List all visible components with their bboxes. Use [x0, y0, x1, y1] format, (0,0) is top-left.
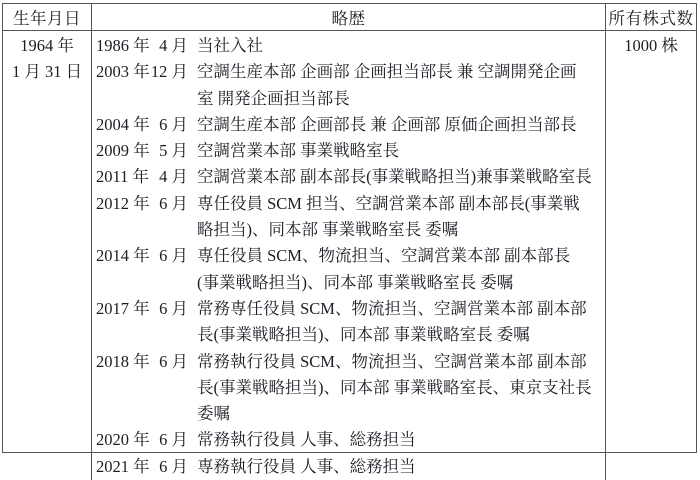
career-entry-date: [96, 138, 188, 164]
career-entry: [96, 164, 605, 190]
career-entry-month: 6 月: [159, 351, 188, 371]
career-entry-year: 2009 年: [96, 141, 150, 161]
career-entry-month: 4 月: [159, 36, 188, 55]
career-entry: [96, 138, 605, 164]
career-entry-description: 常務執行役員 SCM、物流担当、空調営業本部 副本部長(事業戦略担当)、同本部 事業戦略室長、東京支社長委嘱: [197, 351, 592, 424]
career-entry-description: 空調営業本部 事業戦略室長: [197, 141, 400, 161]
career-entry-month: 6 月: [159, 114, 188, 134]
shares-owned-cell: [606, 31, 696, 480]
career-entry: [96, 33, 605, 59]
birth-year: 1964 年: [20, 36, 74, 55]
career-entry-description: 空調営業本部 副本部長(事業戦略担当)兼事業戦略室長: [197, 167, 592, 187]
career-entry-description: 空調生産本部 企画部 企画担当部長 兼 空調開発企画室 開発企画担当部長: [197, 62, 577, 108]
career-entry-date: [96, 243, 188, 269]
column-header-career-history: 略歴: [92, 4, 606, 31]
career-entry-month: 6 月: [159, 193, 188, 213]
career-entry-description: 当社入社: [197, 36, 263, 55]
career-entry: [96, 427, 605, 453]
career-entry-month: 6 月: [159, 430, 188, 450]
career-entry-date: [96, 427, 188, 453]
career-entry-description: 空調生産本部 企画部長 兼 企画部 原価企画担当部長: [197, 114, 577, 134]
career-entry: [96, 296, 605, 349]
column-header-shares-owned: 所有株式数: [606, 4, 696, 31]
career-entry-month: 4 月: [159, 167, 188, 187]
career-entry-year: 2020 年: [96, 430, 150, 450]
career-entry-date: [96, 349, 188, 375]
career-entry-description: 専務執行役員 人事、総務担当: [197, 456, 416, 476]
career-entry-year: 2011 年: [96, 167, 150, 187]
birth-month-day: 1 月 31 日: [11, 62, 83, 82]
career-entry-year: 2014 年: [96, 246, 150, 266]
career-entry-description: 常務専任役員 SCM、物流担当、空調営業本部 副本部長(事業戦略担当)、同本部 事業戦略室長 委嘱: [197, 298, 587, 345]
shares-owned-value: 1000 株: [624, 36, 678, 55]
career-history-table: [2, 3, 697, 476]
career-entry-date: [96, 33, 188, 59]
column-header-birth-date: 生年月日: [3, 4, 92, 31]
career-entry: [96, 243, 605, 296]
career-entry-date: [96, 164, 188, 190]
career-entry-date: [96, 59, 188, 85]
career-entry-date: [96, 296, 188, 322]
career-entry: [96, 112, 605, 138]
career-entry: [96, 454, 605, 480]
career-entry-month: 6 月: [159, 246, 188, 266]
career-entry-year: 2021 年: [96, 456, 150, 476]
career-entry-date: [96, 454, 188, 480]
career-entry-date: [96, 112, 188, 138]
career-history-cell: [92, 31, 606, 480]
career-entry-year: 2018 年: [96, 351, 150, 371]
career-entry-year: 2017 年: [96, 298, 150, 318]
career-entry-description: 常務執行役員 人事、総務担当: [197, 430, 416, 450]
career-entry: [96, 59, 605, 112]
career-entry-year: 2012 年: [96, 193, 150, 213]
career-entry-date: [96, 191, 188, 217]
career-entry: [96, 191, 605, 244]
career-entry-month: 6 月: [159, 298, 188, 318]
career-entry-description: 専任役員 SCM、物流担当、空調営業本部 副本部長(事業戦略担当)、同本部 事業戦略室長 委嘱: [197, 246, 571, 292]
birth-date-cell: [3, 31, 92, 480]
career-entry-description: 専任役員 SCM 担当、空調営業本部 副本部長(事業戦略担当)、同本部 事業戦略室長 委嘱: [197, 193, 580, 240]
career-entry-year: 2003 年: [96, 62, 150, 82]
career-entry-year: 1986 年: [96, 36, 150, 55]
career-entry-month: 12 月: [150, 62, 188, 82]
career-entry: [96, 349, 605, 428]
career-entry-year: 2004 年: [96, 114, 150, 134]
career-entry-month: 5 月: [159, 141, 188, 161]
career-entry-month: 6 月: [159, 456, 188, 476]
